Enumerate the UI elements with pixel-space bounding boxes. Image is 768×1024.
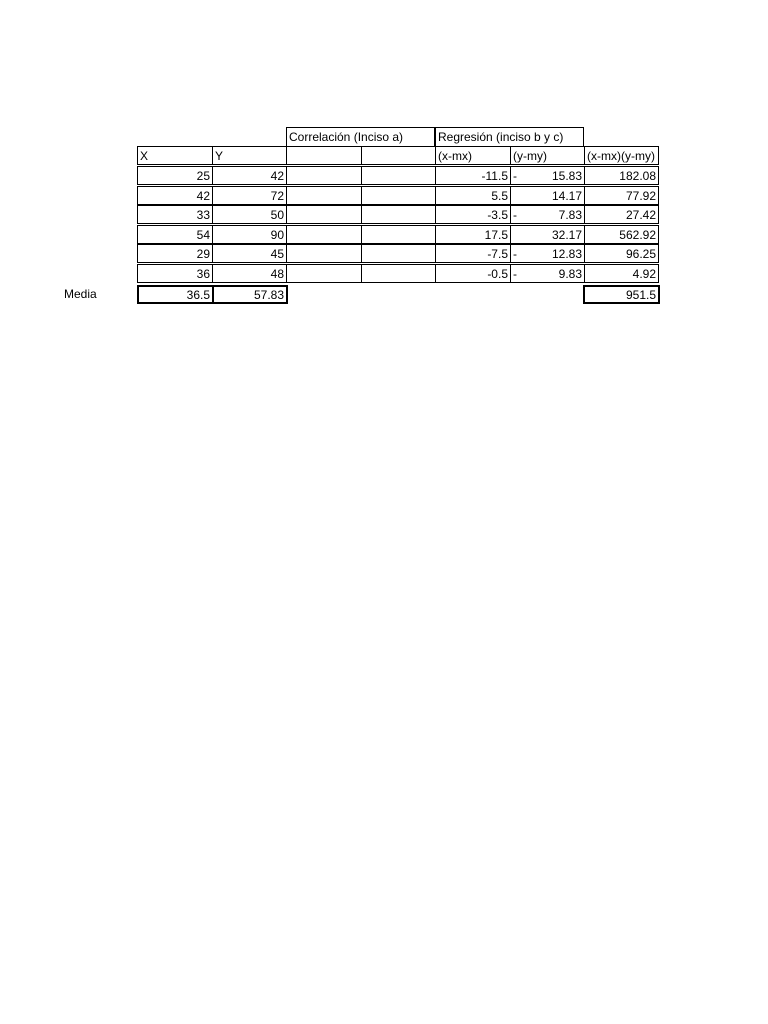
cell-ymy-value: 32.17 — [551, 227, 582, 242]
cell-ymy[interactable] — [510, 264, 585, 283]
cell-ymy[interactable] — [510, 166, 585, 185]
media-label: Media — [64, 287, 97, 301]
cell-ymy-value: 12.83 — [551, 247, 582, 261]
cell-y[interactable]: 50 — [212, 205, 287, 224]
cell-y[interactable]: 72 — [212, 186, 287, 205]
cell-ymy[interactable] — [510, 205, 585, 224]
cell-prod[interactable]: 96.25 — [584, 244, 659, 263]
header-regresion[interactable]: Regresión (inciso b y c) — [435, 127, 510, 146]
cell-xmx[interactable]: -11.5 — [435, 166, 511, 185]
cell-corr-2[interactable] — [361, 205, 436, 224]
cell-xmx[interactable]: 5.5 — [435, 186, 511, 205]
cell-x[interactable]: 42 — [137, 186, 213, 205]
media-prod[interactable]: 951.5 — [583, 285, 660, 304]
cell-ymy-sign: - — [513, 247, 517, 261]
cell-ymy-value: 14.17 — [551, 188, 582, 203]
cell-y[interactable]: 42 — [212, 166, 287, 185]
cell-xmx[interactable]: 17.5 — [435, 225, 511, 244]
col-header-y[interactable]: Y — [212, 146, 287, 165]
cell-corr-1[interactable] — [286, 186, 362, 205]
cell-ymy-sign: - — [513, 169, 517, 183]
cell-xmx[interactable]: -7.5 — [435, 244, 511, 263]
header-correlacion-spacer[interactable] — [361, 127, 435, 146]
cell-y[interactable]: 48 — [212, 264, 287, 283]
header-correlacion[interactable]: Correlación (Inciso a) — [286, 127, 361, 146]
cell-ymy-value: 9.83 — [558, 266, 582, 281]
cell-corr-1[interactable] — [286, 166, 362, 185]
col-header-x[interactable]: X — [137, 146, 213, 165]
cell-corr-1[interactable] — [286, 244, 362, 263]
cell-corr-2[interactable] — [361, 264, 436, 283]
cell-x[interactable]: 36 — [137, 264, 213, 283]
cell-corr-2[interactable] — [361, 166, 436, 185]
cell-x[interactable]: 33 — [137, 205, 213, 224]
cell-prod[interactable]: 4.92 — [584, 264, 659, 283]
cell-ymy[interactable] — [510, 225, 585, 244]
cell-y[interactable]: 90 — [212, 225, 287, 244]
cell-corr-1[interactable] — [286, 264, 362, 283]
cell-x[interactable]: 54 — [137, 225, 213, 244]
cell-x[interactable]: 25 — [137, 166, 213, 185]
cell-ymy[interactable] — [510, 244, 585, 263]
cell-prod[interactable]: 77.92 — [584, 186, 659, 205]
cell-xmx[interactable]: -3.5 — [435, 205, 511, 224]
cell-y[interactable]: 45 — [212, 244, 287, 263]
header-regresion-spacer[interactable] — [510, 127, 584, 146]
cell-corr-1[interactable] — [286, 225, 362, 244]
cell-ymy-value: 7.83 — [558, 208, 582, 222]
cell-corr-2[interactable] — [361, 225, 436, 244]
col-header-ymy[interactable]: (y-my) — [510, 146, 585, 165]
cell-ymy-sign: - — [513, 266, 517, 281]
cell-prod[interactable]: 562.92 — [584, 225, 659, 244]
cell-x[interactable]: 29 — [137, 244, 213, 263]
cell-ymy-sign: - — [513, 208, 517, 222]
col-header-corr-2[interactable] — [361, 146, 436, 165]
col-header-xmx[interactable]: (x-mx) — [435, 146, 511, 165]
cell-corr-2[interactable] — [361, 186, 436, 205]
cell-ymy-value: 15.83 — [551, 169, 582, 183]
cell-corr-1[interactable] — [286, 205, 362, 224]
cell-corr-2[interactable] — [361, 244, 436, 263]
media-y[interactable]: 57.83 — [212, 285, 288, 304]
media-x[interactable]: 36.5 — [137, 285, 214, 304]
cell-prod[interactable]: 27.42 — [584, 205, 659, 224]
col-header-corr-1[interactable] — [286, 146, 362, 165]
cell-xmx[interactable]: -0.5 — [435, 264, 511, 283]
cell-ymy[interactable] — [510, 186, 585, 205]
col-header-prod[interactable]: (x-mx)(y-my) — [584, 146, 659, 165]
cell-prod[interactable]: 182.08 — [584, 166, 659, 185]
